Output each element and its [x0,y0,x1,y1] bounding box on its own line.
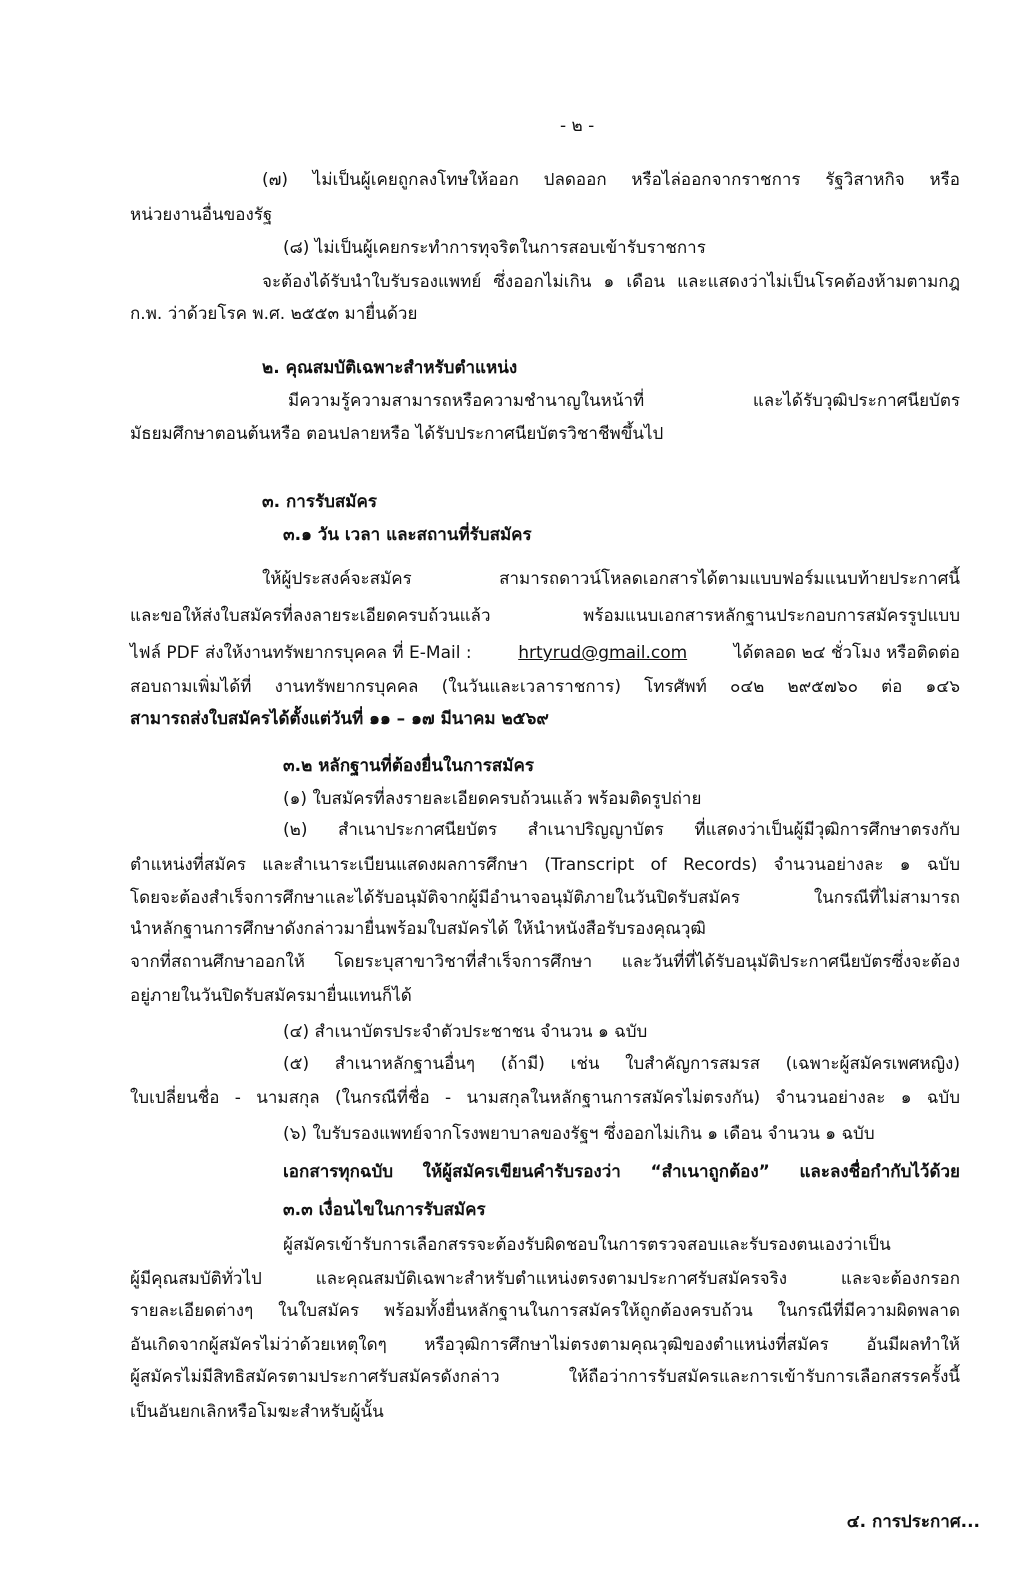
next-page-catchword: ๔. การประกาศ... [846,1512,980,1532]
section-3-heading: ๓. การรับสมัคร [262,492,377,512]
document-item-2-line-5: จากที่สถานศึกษาออกให้ โดยระบุสาขาวิชาที่สำเร็จการศึกษา และวันที่ที่ได้รับอนุมัติประกาศนียบัตรซึ่งจะต้อง [130,952,960,972]
section-2-line-1: มีความรู้ความสามารถหรือความชำนาญในหน้าที่ และได้รับวุฒิประกาศนียบัตร [288,391,960,411]
section-3-1-line-4: สอบถามเพิ่มได้ที่ งานทรัพยากรบุคคล (ในวันและเวลาราชการ) โทรศัพท์ ๐๔๒ ๒๙๕๗๖๐ ต่อ ๑๔๖ [130,677,960,697]
section-3-3-line-2: ผู้มีคุณสมบัติทั่วไป และคุณสมบัติเฉพาะสำหรับตำแหน่งตรงตามประกาศรับสมัครจริง และจะต้องกรอก [130,1269,960,1289]
document-item-4: (๔) สำเนาบัตรประจำตัวประชาชน จำนวน ๑ ฉบับ [283,1022,648,1042]
qualification-8: (๘) ไม่เป็นผู้เคยกระทำการทุจริตในการสอบเข้ารับราชการ [283,238,706,258]
document-item-2-line-6: อยู่ภายในวันปิดรับสมัครมายื่นแทนก็ได้ [130,986,412,1006]
qualification-7-line-2: หน่วยงานอื่นของรัฐ [130,205,273,225]
document-item-5-line-2: ใบเปลี่ยนชื่อ - นามสกุล (ในกรณีที่ชื่อ - นามสกุลในหลักฐานการสมัครไม่ตรงกัน) จำนวนอย่างละ ๑ ฉบับ [130,1088,960,1108]
section-2-heading: ๒. คุณสมบัติเฉพาะสำหรับตำแหน่ง [262,358,518,378]
section-3-3-line-4: อันเกิดจากผู้สมัครไม่ว่าด้วยเหตุใดๆ หรือวุฒิการศึกษาไม่ตรงตามคุณวุฒิของตำแหน่งที่สมัคร อันมีผลทำให้ [130,1335,960,1355]
document-item-5-line-1: (๕) สำเนาหลักฐานอื่นๆ (ถ้ามี) เช่น ใบสำคัญการสมรส (เฉพาะผู้สมัครเพศหญิง) [283,1054,960,1074]
section-3-3-line-3: รายละเอียดต่างๆ ในใบสมัคร พร้อมทั้งยื่นหลักฐานในการสมัครให้ถูกต้องครบถ้วน ในกรณีที่มีความผิดพลาด [130,1301,960,1321]
section-3-1-heading: ๓.๑ วัน เวลา และสถานที่รับสมัคร [283,525,532,545]
email-link[interactable]: hrtyrud@gmail.com [518,643,688,663]
section-3-3-line-1: ผู้สมัครเข้ารับการเลือกสรรจะต้องรับผิดชอบในการตรวจสอบและรับรองตนเองว่าเป็น [283,1235,891,1255]
section-3-3-line-5: ผู้สมัครไม่มีสิทธิสมัครตามประกาศรับสมัครดังกล่าว ให้ถือว่าการรับสมัครและการเข้ารับการเลือกสรรครั้งนี้ [130,1367,960,1387]
medical-certificate-line-2: ก.พ. ว่าด้วยโรค พ.ศ. ๒๕๕๓ มายื่นด้วย [130,304,418,324]
section-3-2-heading: ๓.๒ หลักฐานที่ต้องยื่นในการสมัคร [283,756,534,776]
medical-certificate-line-1: จะต้องได้รับนำใบรับรองแพทย์ ซึ่งออกไม่เกิน ๑ เดือน และแสดงว่าไม่เป็นโรคต้องห้ามตามกฎ [262,272,960,292]
section-3-1-line-3 [130,641,960,665]
document-item-2-line-1: (๒) สำเนาประกาศนียบัตร สำเนาปริญญาบัตร ที่แสดงว่าเป็นผู้มีวุฒิการศึกษาตรงกับ [283,820,960,840]
document-item-2-line-2: ตำแหน่งที่สมัคร และสำเนาระเบียนแสดงผลการศึกษา (Transcript of Records) จำนวนอย่างละ ๑ ฉบับ [130,855,960,875]
section-3-3-line-6: เป็นอันยกเลิกหรือโมฆะสำหรับผู้นั้น [130,1402,384,1422]
email-suffix-text: ได้ตลอด ๒๔ ชั่วโมง หรือติดต่อ [733,643,960,663]
certification-note: เอกสารทุกฉบับ ให้ผู้สมัครเขียนคำรับรองว่า “สำเนาถูกต้อง” และลงชื่อกำกับไว้ด้วย [283,1162,960,1182]
section-2-line-2: มัธยมศึกษาตอนต้นหรือ ตอนปลายหรือ ได้รับประกาศนียบัตรวิชาชีพขึ้นไป [130,424,664,444]
document-item-2-line-4: นำหลักฐานการศึกษาดังกล่าวมายื่นพร้อมใบสมัครได้ ให้นำหนังสือรับรองคุณวุฒิ [130,919,706,939]
document-item-6: (๖) ใบรับรองแพทย์จากโรงพยาบาลของรัฐฯ ซึ่งออกไม่เกิน ๑ เดือน จำนวน ๑ ฉบับ [283,1124,875,1144]
section-3-1-line-1: ให้ผู้ประสงค์จะสมัคร สามารถดาวน์โหลดเอกสารได้ตามแบบฟอร์มแนบท้ายประกาศนี้ [262,569,960,589]
document-item-1: (๑) ใบสมัครที่ลงรายละเอียดครบถ้วนแล้ว พร้อมติดรูปถ่าย [283,789,702,809]
page-number: - ๒ - [560,116,595,136]
section-3-3-heading: ๓.๓ เงื่อนไขในการรับสมัคร [283,1200,486,1220]
qualification-7-line-1: (๗) ไม่เป็นผู้เคยถูกลงโทษให้ออก ปลดออก หรือไล่ออกจากราชการ รัฐวิสาหกิจ หรือ [262,170,961,190]
section-3-1-line-2: และขอให้ส่งใบสมัครที่ลงลายระเอียดครบถ้วนแล้ว พร้อมแนบเอกสารหลักฐานประกอบการสมัครรูปแบบ [130,606,960,626]
email-prefix-text: ไฟล์ PDF ส่งให้งานทรัพยากรบุคคล ที่ E-Mail : [130,643,472,663]
document-item-2-line-3: โดยจะต้องสำเร็จการศึกษาและได้รับอนุมัติจากผู้มีอำนาจอนุมัติภายในวันปิดรับสมัคร ในกรณีที่ไม่สามารถ [130,888,960,908]
application-period: สามารถส่งใบสมัครได้ตั้งแต่วันที่ ๑๑ – ๑๗ มีนาคม ๒๕๖๙ [130,709,549,729]
